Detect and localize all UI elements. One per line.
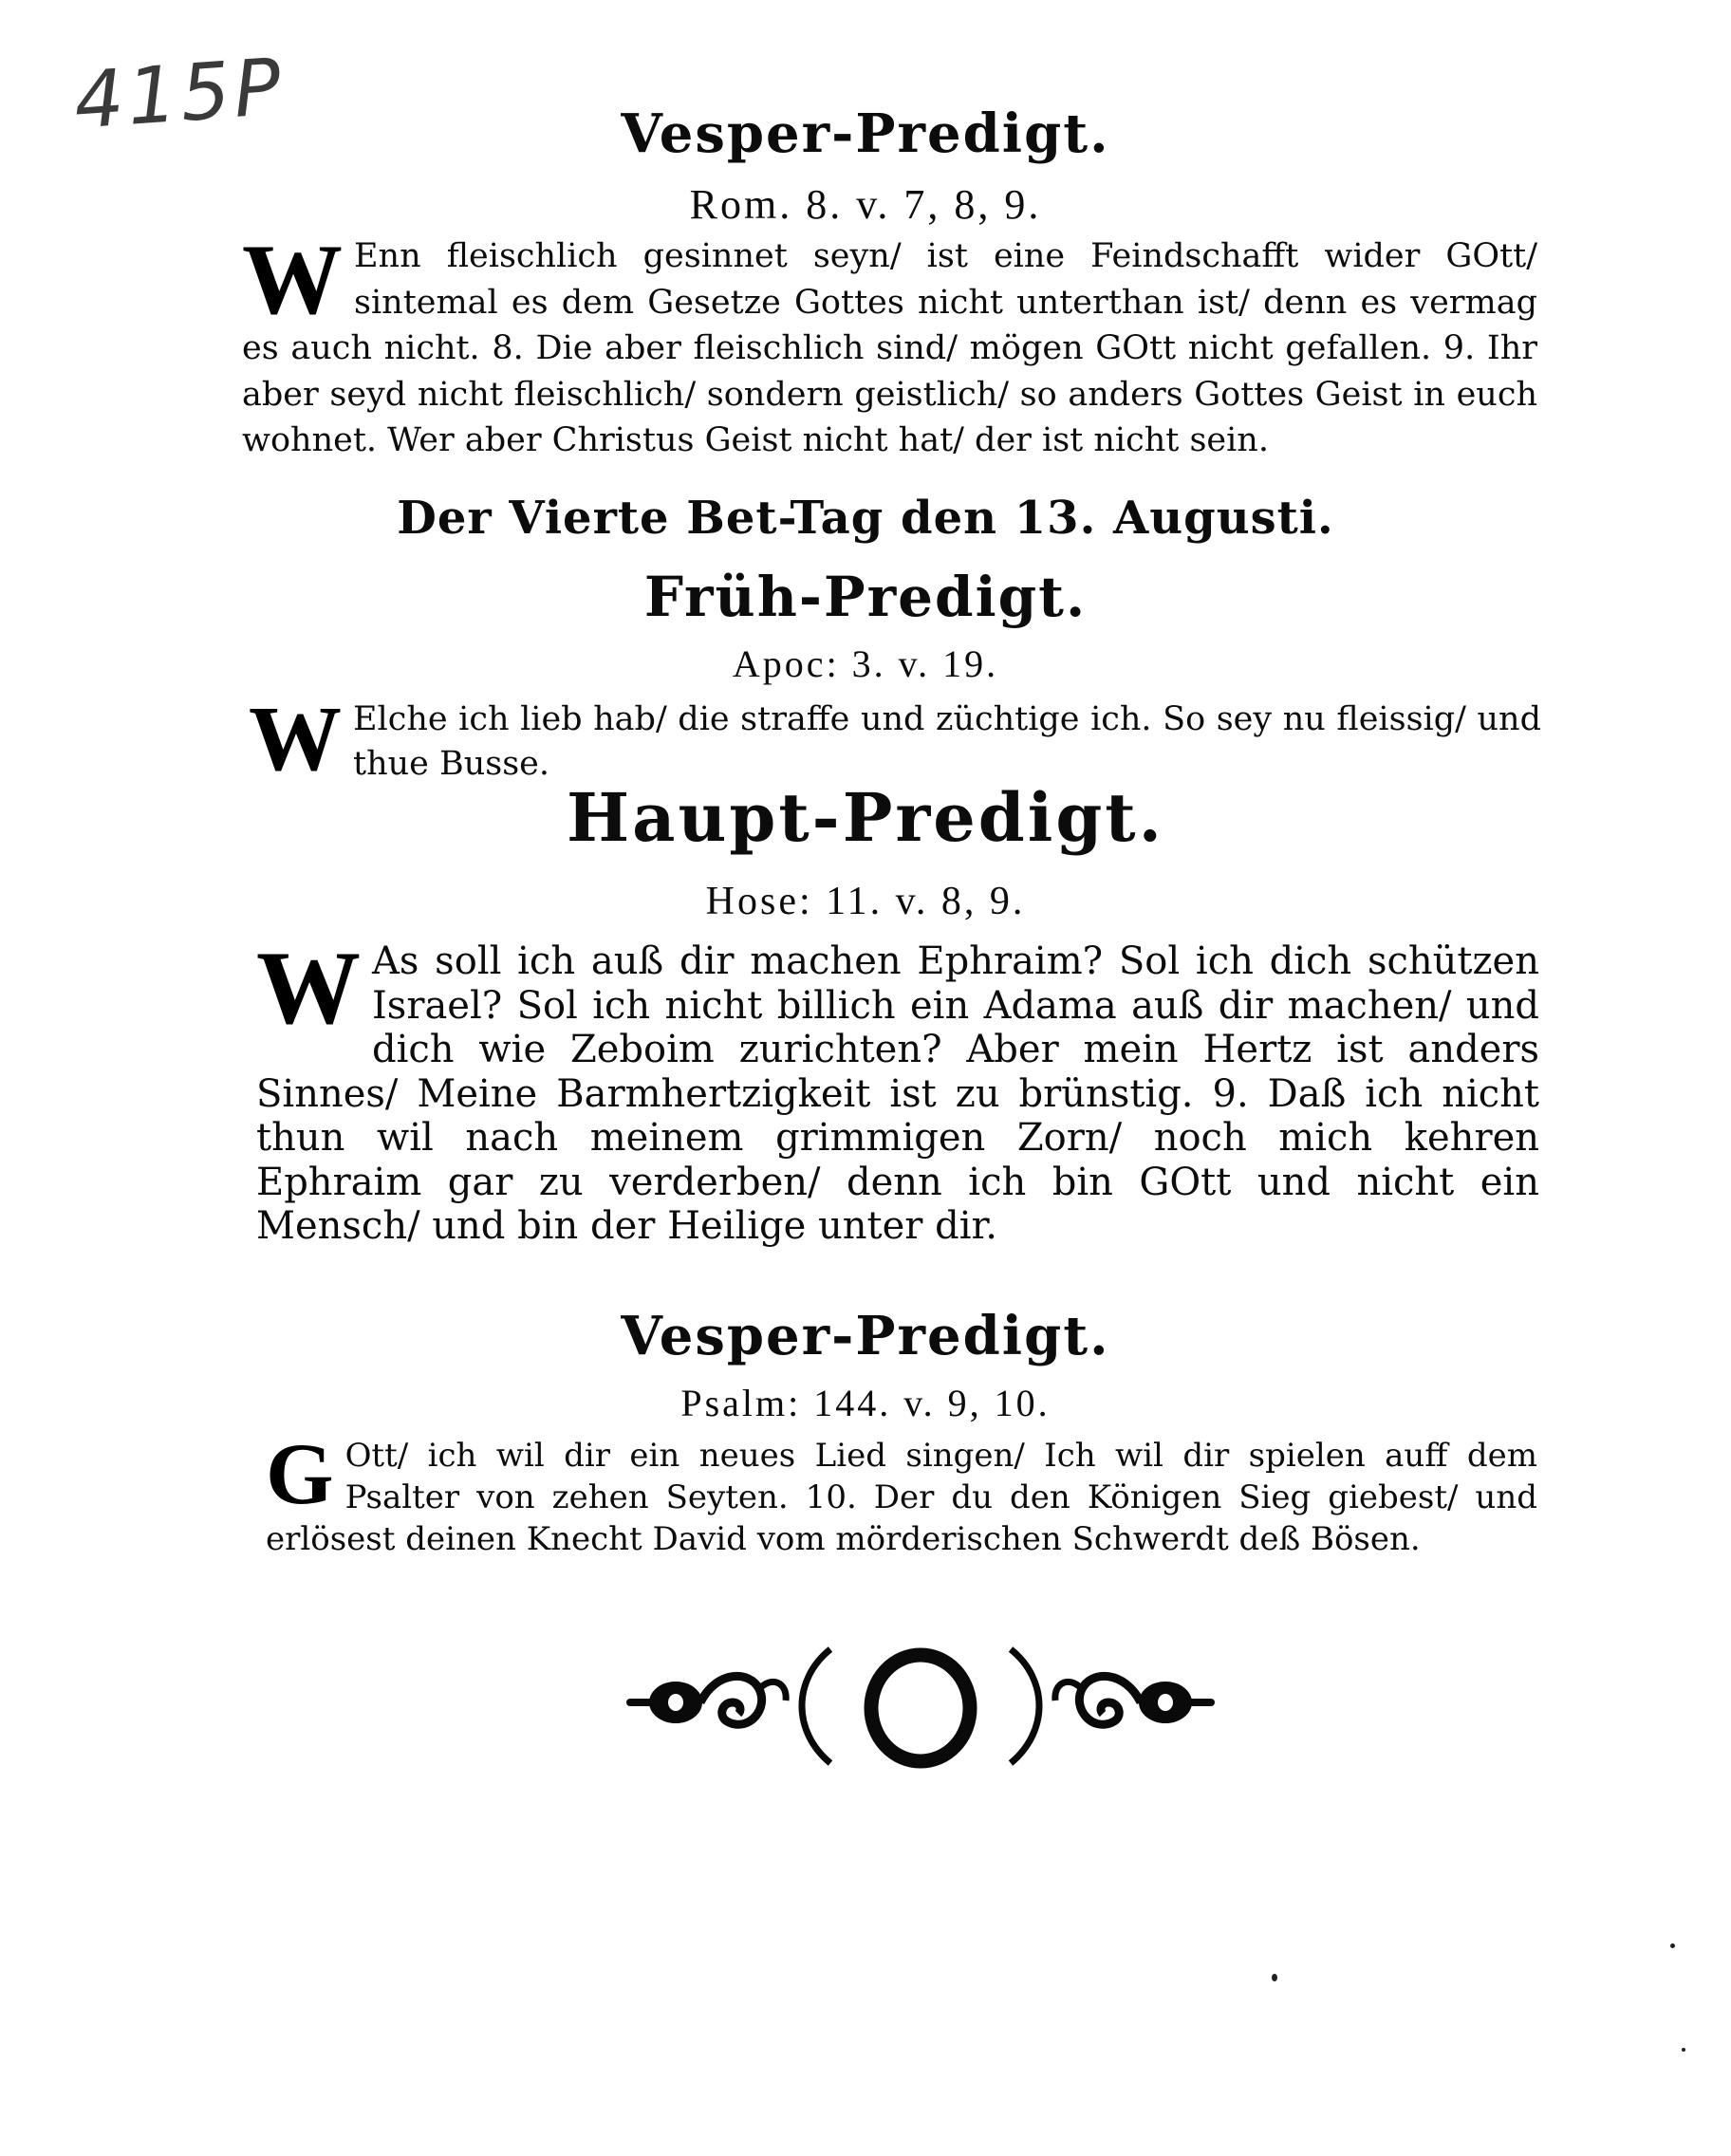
scan-speck	[1670, 1943, 1675, 1948]
passage-text: As soll ich auß dir machen Ephraim? Sol ich dich schützen Israel? Sol ich nicht billich ein Adama auß dir machen/ und dich wie Zeboim zurichten? Aber mein Hertz ist anders Sinnes/ Meine Barmhertzigkeit ist zu brünstig. 9. Daß ich nicht thun wil nach meinem grimmigen Zorn/ noch mich kehren Ephraim gar zu verderben/ denn ich bin GOtt und nicht ein Mensch/ und bin der Heilige unter dir.	[256, 939, 1539, 1248]
ornament-center-o	[871, 1655, 970, 1761]
ornament-right-stem	[1186, 1699, 1215, 1706]
ornament-left-scroll	[700, 1676, 762, 1724]
ornament-right-bracket	[1011, 1649, 1039, 1763]
scripture-passage-apocalypse	[249, 688, 1541, 790]
day-heading: Der Vierte Bet-Tag den 13. Augusti.	[397, 492, 1334, 545]
passage-text: Enn fleischlich gesinnet seyn/ ist eine Feindschafft wider GOtt/ sintemal es dem Gesetze Gottes nicht unterthan ist/ denn es vermag es auch nicht. 8. Die aber fleischlich sind/ mögen GOtt nicht gefallen. 9. Ihr aber seyd nicht fleischlich/ sondern geistlich/ so anders Gottes Geist in euch wohnet. Wer aber Christus Geist nicht hat/ der ist nicht sein.	[242, 237, 1537, 459]
scripture-reference-romans: Rom. 8. v. 7, 8, 9.	[689, 181, 1042, 228]
scan-speck	[1272, 1974, 1277, 1981]
scan-speck	[1682, 2048, 1685, 2052]
scripture-reference-apocalypse: Apoc: 3. v. 19.	[732, 642, 999, 685]
drop-cap-initial: G	[266, 1425, 334, 1522]
handwritten-shelfmark: 415P	[70, 42, 288, 147]
section-heading-vesper-1: Vesper-Predigt.	[621, 102, 1110, 165]
section-heading-haupt: Haupt-Predigt.	[567, 778, 1164, 857]
ornament-left-bracket	[802, 1649, 830, 1763]
drop-cap-initial: W	[249, 688, 342, 790]
scripture-reference-psalm: Psalm: 144. v. 9, 10.	[680, 1382, 1051, 1424]
scripture-passage-hosea	[256, 930, 1539, 1249]
scripture-passage-romans	[242, 224, 1537, 464]
section-heading-vesper-2: Vesper-Predigt.	[621, 1305, 1110, 1367]
scripture-reference-hosea: Hose: 11. v. 8, 9.	[705, 880, 1026, 923]
drop-cap-initial: W	[242, 224, 343, 335]
scripture-passage-psalm	[266, 1425, 1537, 1560]
passage-text: Ott/ ich wil dir ein neues Lied singen/ Ich wil dir spielen auff dem Psalter von zehen Seyten. 10. Der du den Königen Sieg giebest/ und erlösest deinen Knecht David vom mörderischen Schwerdt deß Bösen.	[266, 1437, 1537, 1558]
ornament-right-scroll	[1079, 1676, 1141, 1724]
tailpiece-ornament	[626, 1632, 1215, 1775]
section-heading-frueh: Früh-Predigt.	[643, 565, 1088, 629]
passage-text: Elche ich lieb hab/ die straffe und züchtige ich. So sey nu fleissig/ und thue Busse.	[353, 700, 1541, 783]
drop-cap-initial: W	[256, 930, 361, 1046]
